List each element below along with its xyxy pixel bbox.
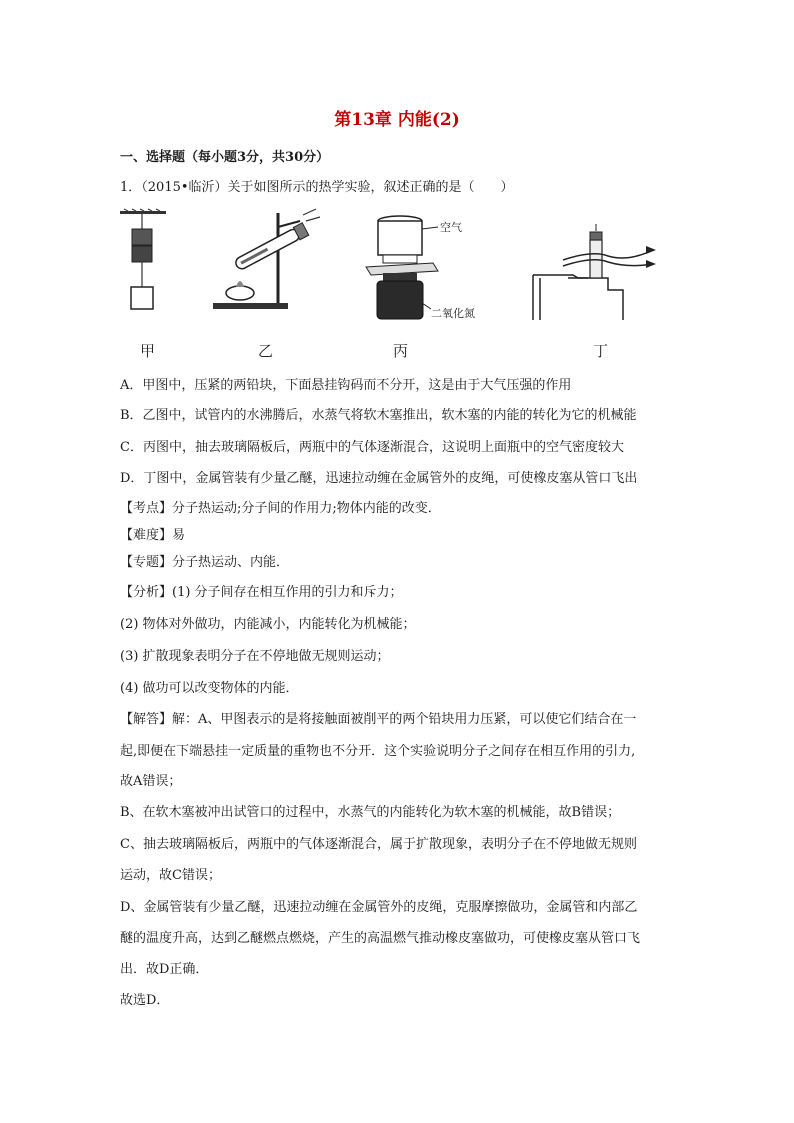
question-stem: 1．（2015•临沂）关于如图所示的热学实验，叙述正确的是（ ） (120, 180, 514, 195)
answer-line-2: 起,即便在下端悬挂一定质量的重物也不分开．这个实验说明分子之间存在相互作用的引力, (120, 744, 636, 759)
option-c: C．丙图中，抽去玻璃隔板后，两瓶中的气体逐渐混合，这说明上面瓶中的空气密度较大 (120, 440, 624, 455)
answer-line-5: C、抽去玻璃隔板后，两瓶中的气体逐渐混合，属于扩散现象，表明分子在不停地做无规则 (120, 837, 637, 852)
analysis-line-1: 【分析】(1) 分子间存在相互作用的引力和斥力； (120, 585, 403, 600)
page-title: 第13章 内能(2) (334, 110, 460, 130)
label-air: 空气 (440, 221, 462, 234)
figure-label-bing: 丙 (393, 342, 409, 360)
analysis-line-4: (4) 做功可以改变物体的内能． (120, 681, 299, 696)
answer-line-9: 出．故D正确． (120, 962, 209, 977)
section-heading: 一、选择题（每小题3分，共30分） (120, 150, 330, 165)
figure-label-ding: 丁 (593, 342, 609, 360)
experiment-figures (118, 205, 678, 365)
option-a: A．甲图中，压紧的两铅块，下面悬挂钩码而不分开，这是由于大气压强的作用 (120, 378, 572, 393)
answer-line-8: 醚的温度升高，达到乙醚燃点燃烧，产生的高温燃气推动橡皮塞做功，可使橡皮塞从管口飞 (120, 931, 641, 946)
figure-ding-metal-tube (528, 220, 668, 330)
difficulty-line: 【难度】易 (120, 528, 186, 543)
label-no2: 二氧化氮 (431, 307, 475, 320)
figure-bing-gas-bottles (363, 205, 493, 330)
answer-line-4: B、在软木塞被冲出试管口的过程中，水蒸气的内能转化为软木塞的机械能，故B错误； (120, 805, 621, 820)
analysis-line-3: (3) 扩散现象表明分子在不停地做无规则运动； (120, 649, 390, 664)
figure-jia-lead-blocks (118, 205, 178, 335)
figure-label-jia: 甲 (140, 342, 156, 360)
answer-line-1: 【解答】解：A、甲图表示的是将接触面被削平的两个铅块用力压紧，可以使它们结合在一 (120, 712, 637, 727)
analysis-line-2: (2) 物体对外做功，内能减小，内能转化为机械能； (120, 617, 416, 632)
option-d: D．丁图中，金属管装有少量乙醚，迅速拉动缠在金属管外的皮绳，可使橡皮塞从管口飞出 (120, 471, 638, 486)
option-b: B．乙图中，试管内的水沸腾后，水蒸气将软木塞推出，软木塞的内能的转化为它的机械能 (120, 408, 637, 423)
answer-line-6: 运动，故C错误； (120, 868, 221, 883)
answer-line-3: 故A错误； (120, 774, 182, 789)
answer-line-10: 故选D． (120, 993, 170, 1008)
topic-line: 【专题】分子热运动、内能． (120, 555, 290, 570)
figure-label-yi: 乙 (258, 342, 274, 360)
kaodian-line: 【考点】分子热运动;分子间的作用力;物体内能的改变． (120, 501, 441, 516)
answer-line-7: D、金属管装有少量乙醚，迅速拉动缠在金属管外的皮绳，克服摩擦做功，金属管和内部乙 (120, 900, 638, 915)
figure-yi-test-tube (208, 205, 328, 315)
